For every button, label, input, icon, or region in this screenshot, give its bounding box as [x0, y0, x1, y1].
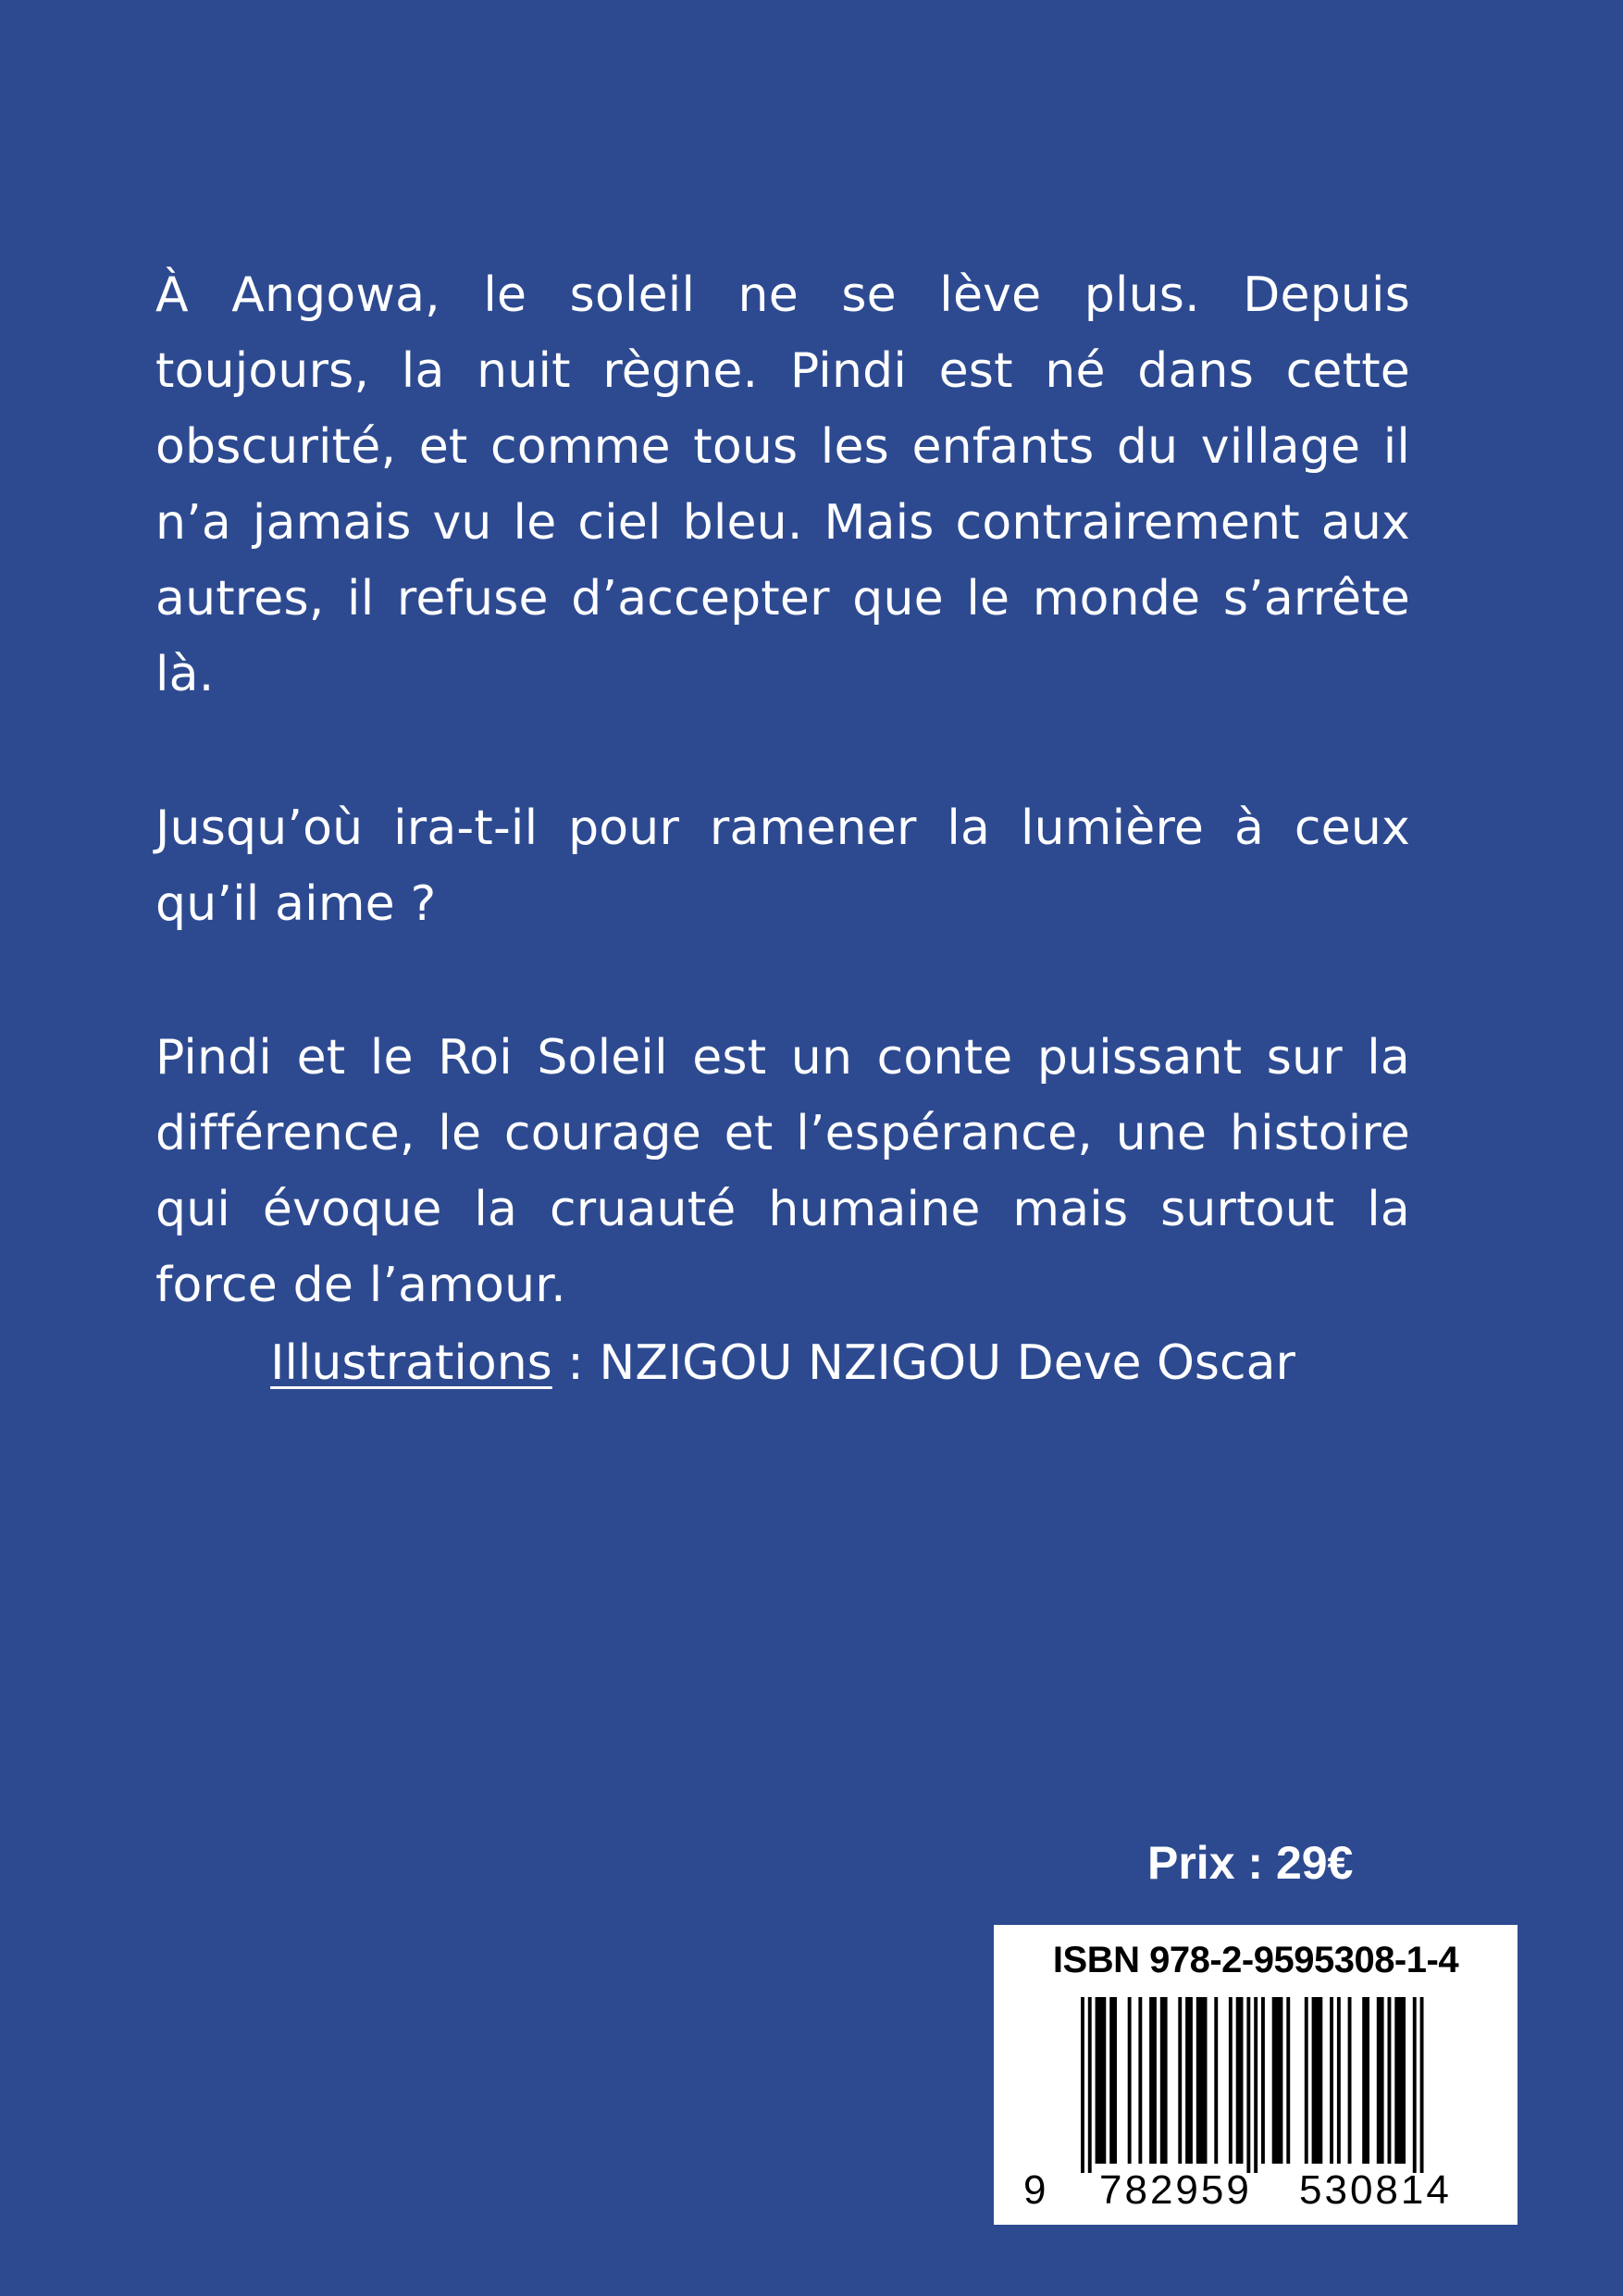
blurb-paragraph-1: À Angowa, le soleil ne se lève plus. Depuis toujours, la nuit règne. Pindi est né dans cette obscurité, et comme tous les enfants du village il n’a jamais vu le ciel bleu. Mais contrairement aux autres, il refuse d’accepter que le monde s’arrête là. — [155, 267, 1410, 702]
barcode-bar — [1196, 1997, 1208, 2164]
barcode-bar — [1261, 1997, 1265, 2164]
barcode-bar — [1096, 1997, 1107, 2164]
barcode-bars — [994, 1997, 1518, 2173]
barcode-bar — [1236, 1997, 1244, 2164]
barcode-bar — [1178, 1997, 1182, 2164]
barcode-bar — [1394, 1997, 1406, 2164]
barcode-guard-bar — [1088, 1997, 1092, 2173]
barcode-bar — [1149, 1997, 1157, 2164]
back-cover-blurb — [155, 257, 1410, 1401]
blurb-paragraph-3: Pindi et le Roi Soleil est un conte puissant sur la différence, le courage et l’espérance, une histoire qui évoque la cruauté humaine mais surtout la force de l’amour. — [155, 1030, 1410, 1313]
barcode-right-digits: 530814 — [1299, 2167, 1452, 2213]
barcode-bar — [1109, 1997, 1117, 2164]
credit-label: Illustrations — [270, 1335, 552, 1391]
barcode-bar — [1128, 1997, 1132, 2164]
barcode-bar — [1362, 1997, 1369, 2164]
barcode-guard-bar — [1254, 1997, 1258, 2173]
barcode-bar — [1348, 1997, 1352, 2164]
barcode-guard-bar — [1246, 1997, 1250, 2173]
barcode-first-digit: 9 — [1023, 2167, 1047, 2213]
barcode-bar — [1229, 1997, 1233, 2164]
isbn-text: ISBN 978-2-9595308-1-4 — [1052, 1940, 1459, 1980]
barcode-guard-bar — [1413, 1997, 1417, 2173]
credit-separator: : — [551, 1335, 600, 1391]
barcode-bar — [1272, 1997, 1283, 2164]
barcode-bar — [1312, 1997, 1323, 2164]
illustrations-credit — [155, 1325, 1410, 1401]
credit-name: NZIGOU NZIGOU Deve Oscar — [599, 1335, 1295, 1391]
barcode-bar — [1160, 1997, 1168, 2164]
blurb-paragraph-2: Jusqu’où ira-t-il pour ramener la lumière à ceux qu’il aime ? — [155, 800, 1410, 932]
barcode-bar — [1214, 1997, 1218, 2164]
barcode-bar — [1377, 1997, 1384, 2164]
barcode-left-digits: 782959 — [1099, 2167, 1252, 2213]
barcode-guard-bar — [1420, 1997, 1424, 2173]
barcode-bar — [1305, 1997, 1308, 2164]
barcode-box — [994, 1925, 1518, 2225]
barcode-bar — [1185, 1997, 1193, 2164]
barcode-bar — [1286, 1997, 1290, 2164]
barcode-bar — [1138, 1997, 1142, 2164]
barcode-guard-bar — [1081, 1997, 1084, 2173]
barcode-bar — [1337, 1997, 1341, 2164]
price-label: Prix : 29€ — [1147, 1837, 1354, 1889]
barcode-bar — [1388, 1997, 1392, 2164]
barcode-bar — [1330, 1997, 1333, 2164]
